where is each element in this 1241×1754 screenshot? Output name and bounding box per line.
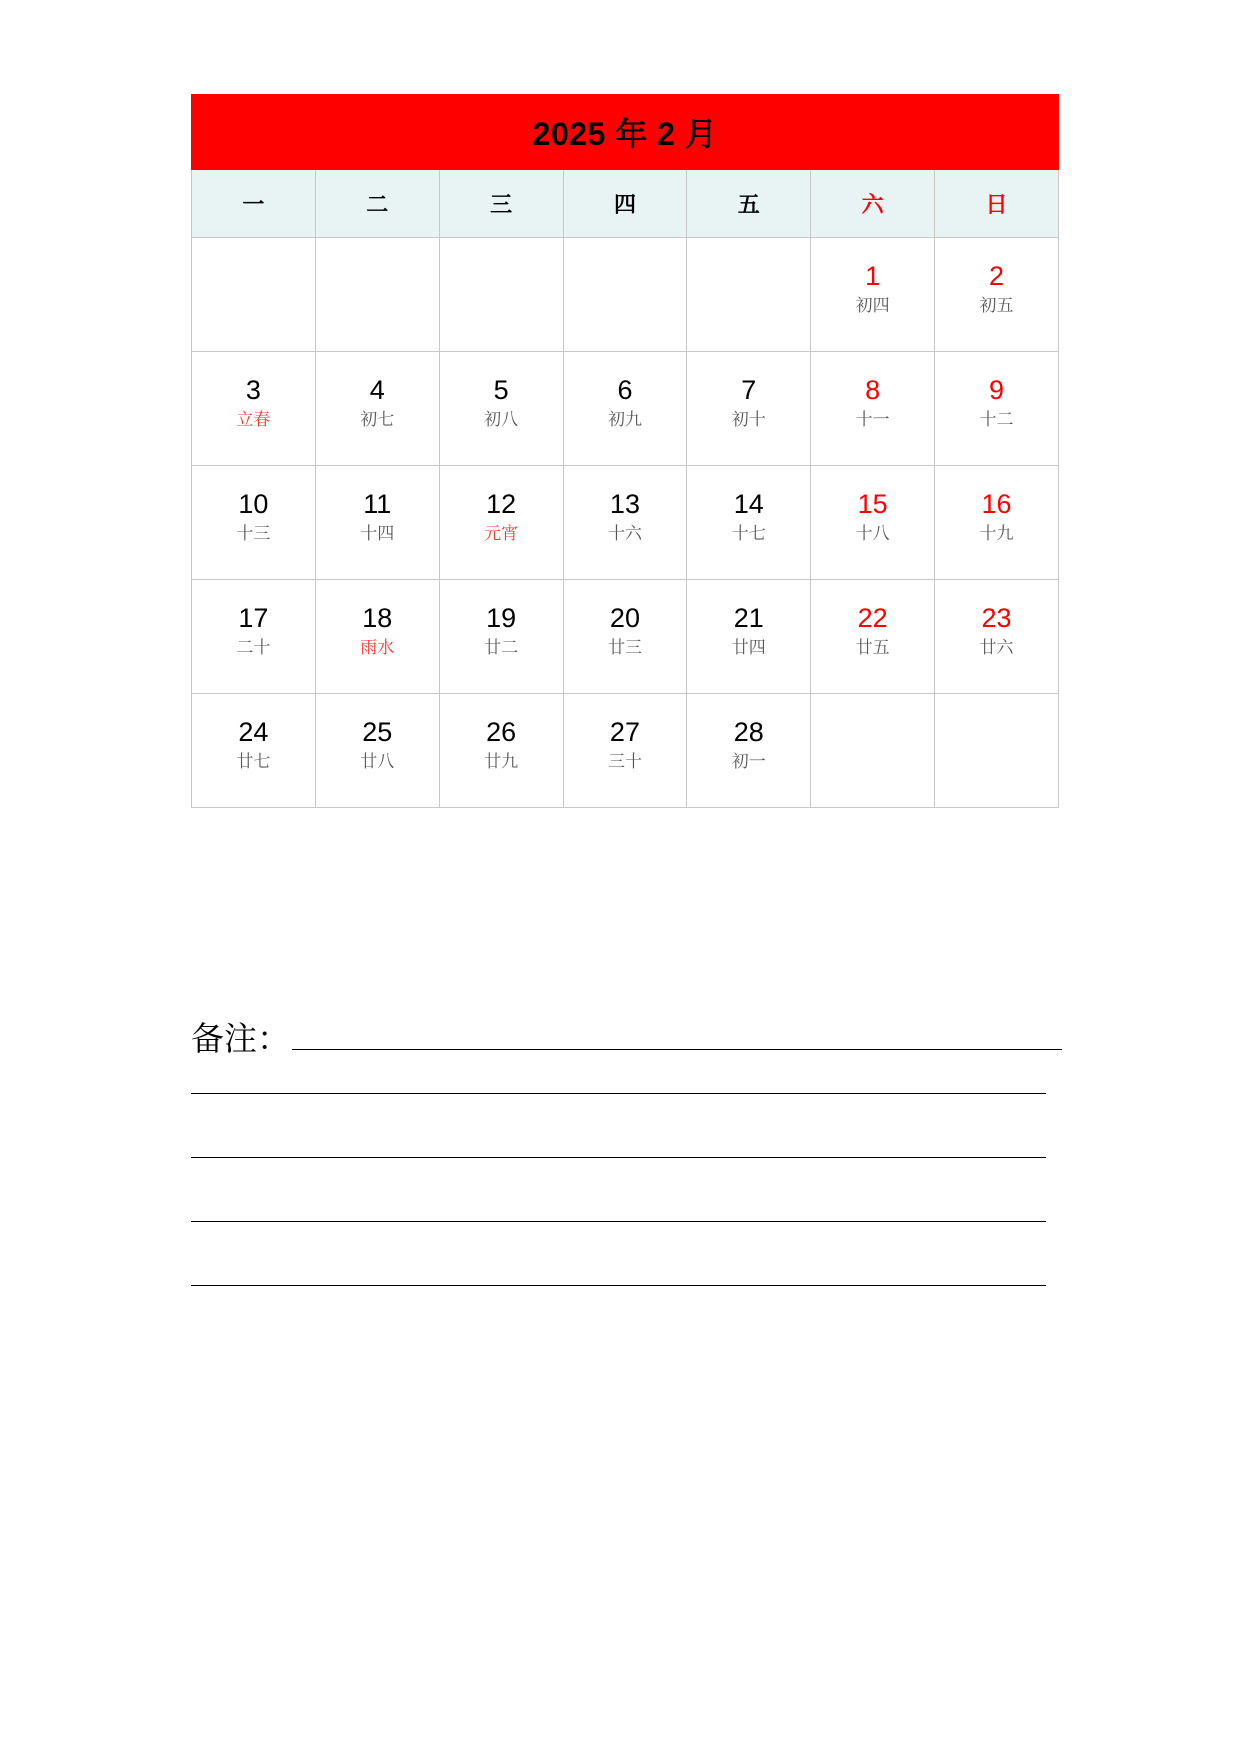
day-cell[interactable] bbox=[192, 694, 316, 808]
lunar-date: 十一 bbox=[855, 410, 890, 430]
lunar-date: 十七 bbox=[731, 524, 766, 544]
day-cell[interactable] bbox=[811, 238, 935, 352]
notes-write-line[interactable] bbox=[191, 1285, 1046, 1286]
weekday-header-row bbox=[192, 170, 1059, 238]
calendar-table bbox=[191, 94, 1059, 808]
day-number: 22 bbox=[857, 603, 888, 633]
day-number: 8 bbox=[865, 375, 881, 405]
lunar-date: 三十 bbox=[607, 752, 642, 772]
day-cell[interactable] bbox=[563, 580, 687, 694]
weekday-header: 日 bbox=[935, 170, 1059, 238]
calendar-body bbox=[192, 238, 1059, 808]
day-cell[interactable] bbox=[687, 694, 811, 808]
notes-write-line[interactable] bbox=[191, 1221, 1046, 1222]
day-cell[interactable] bbox=[315, 580, 439, 694]
lunar-date: 初一 bbox=[731, 752, 766, 772]
lunar-date: 廿五 bbox=[855, 638, 890, 658]
day-number: 20 bbox=[609, 603, 640, 633]
day-number: 16 bbox=[981, 489, 1012, 519]
day-number: 4 bbox=[369, 375, 385, 405]
notes-write-line[interactable] bbox=[191, 1157, 1046, 1158]
lunar-date: 初十 bbox=[731, 410, 766, 430]
day-cell[interactable] bbox=[687, 580, 811, 694]
day-cell[interactable] bbox=[811, 466, 935, 580]
lunar-date: 廿八 bbox=[360, 752, 395, 772]
notes-label: 备注： bbox=[191, 1019, 290, 1058]
notes-first-line bbox=[191, 1013, 1091, 1063]
day-number: 9 bbox=[989, 375, 1005, 405]
lunar-date: 廿九 bbox=[484, 752, 519, 772]
weekday-header: 五 bbox=[687, 170, 811, 238]
calendar-week-row bbox=[192, 694, 1059, 808]
day-cell[interactable] bbox=[439, 694, 563, 808]
lunar-date: 初五 bbox=[979, 296, 1014, 316]
day-cell[interactable] bbox=[192, 352, 316, 466]
day-cell[interactable] bbox=[935, 238, 1059, 352]
empty-day-cell bbox=[315, 238, 439, 352]
day-number: 7 bbox=[741, 375, 757, 405]
empty-day-cell bbox=[192, 238, 316, 352]
day-cell[interactable] bbox=[935, 466, 1059, 580]
lunar-date: 初九 bbox=[607, 410, 642, 430]
day-number: 13 bbox=[609, 489, 640, 519]
day-cell[interactable] bbox=[192, 466, 316, 580]
lunar-date: 廿四 bbox=[731, 638, 766, 658]
calendar-week-row bbox=[192, 466, 1059, 580]
lunar-date: 初七 bbox=[360, 410, 395, 430]
day-cell[interactable] bbox=[811, 580, 935, 694]
notes-lines bbox=[191, 1093, 1091, 1286]
day-number: 21 bbox=[733, 603, 764, 633]
day-cell[interactable] bbox=[935, 580, 1059, 694]
lunar-date: 立春 bbox=[236, 410, 271, 430]
day-cell[interactable] bbox=[439, 580, 563, 694]
day-cell[interactable] bbox=[687, 466, 811, 580]
day-cell[interactable] bbox=[315, 694, 439, 808]
day-number: 5 bbox=[493, 375, 509, 405]
notes-section bbox=[191, 1013, 1091, 1286]
day-number: 12 bbox=[486, 489, 517, 519]
day-cell[interactable] bbox=[192, 580, 316, 694]
day-number: 28 bbox=[733, 717, 764, 747]
lunar-date: 二十 bbox=[236, 638, 271, 658]
empty-day-cell bbox=[439, 238, 563, 352]
lunar-date: 十六 bbox=[607, 524, 642, 544]
day-number: 18 bbox=[362, 603, 393, 633]
day-cell[interactable] bbox=[563, 352, 687, 466]
day-number: 6 bbox=[617, 375, 633, 405]
lunar-date: 十二 bbox=[979, 410, 1014, 430]
day-number: 14 bbox=[733, 489, 764, 519]
calendar-week-row bbox=[192, 352, 1059, 466]
empty-day-cell bbox=[811, 694, 935, 808]
day-number: 23 bbox=[981, 603, 1012, 633]
day-number: 10 bbox=[238, 489, 269, 519]
day-number: 25 bbox=[362, 717, 393, 747]
day-cell[interactable] bbox=[811, 352, 935, 466]
day-number: 26 bbox=[486, 717, 517, 747]
weekday-header: 六 bbox=[811, 170, 935, 238]
notes-write-line[interactable] bbox=[292, 1025, 1062, 1050]
weekday-header: 二 bbox=[315, 170, 439, 238]
weekday-header: 一 bbox=[192, 170, 316, 238]
calendar-title: 2025 年 2 月 bbox=[192, 95, 1059, 170]
lunar-date: 十四 bbox=[360, 524, 395, 544]
day-cell[interactable] bbox=[563, 694, 687, 808]
lunar-date: 雨水 bbox=[360, 638, 395, 658]
lunar-date: 十三 bbox=[236, 524, 271, 544]
empty-day-cell bbox=[563, 238, 687, 352]
lunar-date: 廿六 bbox=[979, 638, 1014, 658]
empty-day-cell bbox=[935, 694, 1059, 808]
day-cell[interactable] bbox=[439, 466, 563, 580]
lunar-date: 初四 bbox=[855, 296, 890, 316]
day-number: 3 bbox=[245, 375, 261, 405]
lunar-date: 元宵 bbox=[484, 524, 519, 544]
empty-day-cell bbox=[687, 238, 811, 352]
weekday-header: 四 bbox=[563, 170, 687, 238]
day-cell[interactable] bbox=[935, 352, 1059, 466]
day-cell[interactable] bbox=[315, 352, 439, 466]
lunar-date: 廿三 bbox=[607, 638, 642, 658]
day-number: 19 bbox=[486, 603, 517, 633]
lunar-date: 初八 bbox=[484, 410, 519, 430]
day-number: 17 bbox=[238, 603, 269, 633]
weekday-header: 三 bbox=[439, 170, 563, 238]
day-number: 24 bbox=[238, 717, 269, 747]
day-cell[interactable] bbox=[439, 352, 563, 466]
day-number: 15 bbox=[857, 489, 888, 519]
day-number: 2 bbox=[989, 261, 1005, 291]
day-cell[interactable] bbox=[687, 352, 811, 466]
lunar-date: 十九 bbox=[979, 524, 1014, 544]
lunar-date: 廿七 bbox=[236, 752, 271, 772]
notes-write-line[interactable] bbox=[191, 1093, 1046, 1094]
calendar-week-row bbox=[192, 580, 1059, 694]
day-cell[interactable] bbox=[563, 466, 687, 580]
lunar-date: 十八 bbox=[855, 524, 890, 544]
day-number: 27 bbox=[609, 717, 640, 747]
lunar-date: 廿二 bbox=[484, 638, 519, 658]
day-cell[interactable] bbox=[315, 466, 439, 580]
day-number: 1 bbox=[865, 261, 881, 291]
calendar-week-row bbox=[192, 238, 1059, 352]
day-number: 11 bbox=[363, 489, 392, 519]
